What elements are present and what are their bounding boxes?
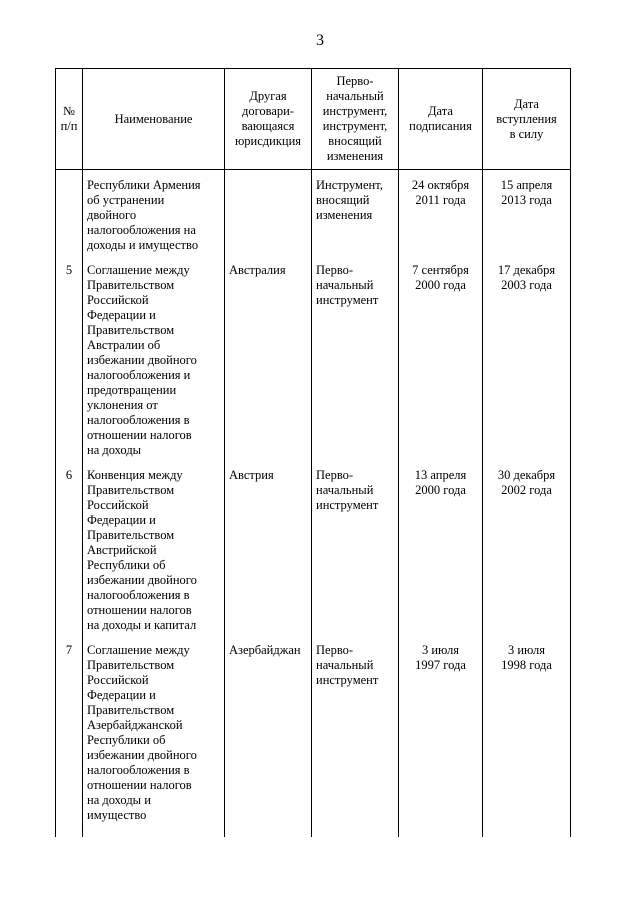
row-effective: 30 декабря 2002 года	[483, 466, 571, 641]
spacer-cell	[399, 831, 483, 837]
row-jurisdiction: Австралия	[225, 261, 312, 466]
row-name: Соглашение между Правительством Российской Федерации и Правительством Азербайджанской Республики об избежании двойного налогообложения в отношении налогов на доходы и имущество	[83, 641, 225, 831]
row-num: 6	[56, 466, 83, 641]
treaty-table-container	[55, 68, 570, 837]
row-name: Соглашение между Правительством Российской Федерации и Правительством Австралии об избежании двойного налогообложения и предотвращении уклонения от налогообложения в отношении налогов на доходы	[83, 261, 225, 466]
row-jurisdiction: Азербайджан	[225, 641, 312, 831]
row-name: Республики Армения об устранении двойного налогообложения на доходы и имущество	[83, 170, 225, 262]
header-effective: Дата вступления в силу	[483, 69, 571, 170]
row-effective: 15 апреля 2013 года	[483, 170, 571, 262]
treaty-table	[55, 68, 571, 837]
row-effective: 3 июля 1998 года	[483, 641, 571, 831]
header-name: Наименование	[83, 69, 225, 170]
spacer-cell	[83, 831, 225, 837]
row-instrument: Перво- начальный инструмент	[312, 261, 399, 466]
row-instrument: Перво- начальный инструмент	[312, 466, 399, 641]
table-header	[56, 69, 571, 170]
row-jurisdiction	[225, 170, 312, 262]
table-row	[56, 641, 571, 831]
row-signed: 7 сентября 2000 года	[399, 261, 483, 466]
page-number: 3	[316, 32, 324, 49]
spacer-cell	[56, 831, 83, 837]
header-jurisdiction: Другая договари- вающаяся юрисдикция	[225, 69, 312, 170]
table-row	[56, 261, 571, 466]
row-signed: 13 апреля 2000 года	[399, 466, 483, 641]
table-row	[56, 466, 571, 641]
header-row	[56, 69, 571, 170]
row-num	[56, 170, 83, 262]
row-signed: 24 октября 2011 года	[399, 170, 483, 262]
row-name: Конвенция между Правительством Российской Федерации и Правительством Австрийской Республики об избежании двойного налогообложения в отношении налогов на доходы и капитал	[83, 466, 225, 641]
row-jurisdiction: Австрия	[225, 466, 312, 641]
header-instrument: Перво- начальный инструмент, инструмент, вносящий изменения	[312, 69, 399, 170]
header-signed: Дата подписания	[399, 69, 483, 170]
spacer-cell	[225, 831, 312, 837]
row-instrument: Перво- начальный инструмент	[312, 641, 399, 831]
row-effective: 17 декабря 2003 года	[483, 261, 571, 466]
row-num: 5	[56, 261, 83, 466]
header-num: № п/п	[56, 69, 83, 170]
row-instrument: Инструмент, вносящий изменения	[312, 170, 399, 262]
spacer-cell	[312, 831, 399, 837]
table-bottom-spacer	[56, 831, 571, 837]
row-num: 7	[56, 641, 83, 831]
table-row	[56, 170, 571, 262]
row-signed: 3 июля 1997 года	[399, 641, 483, 831]
spacer-cell	[483, 831, 571, 837]
table-body	[56, 170, 571, 838]
